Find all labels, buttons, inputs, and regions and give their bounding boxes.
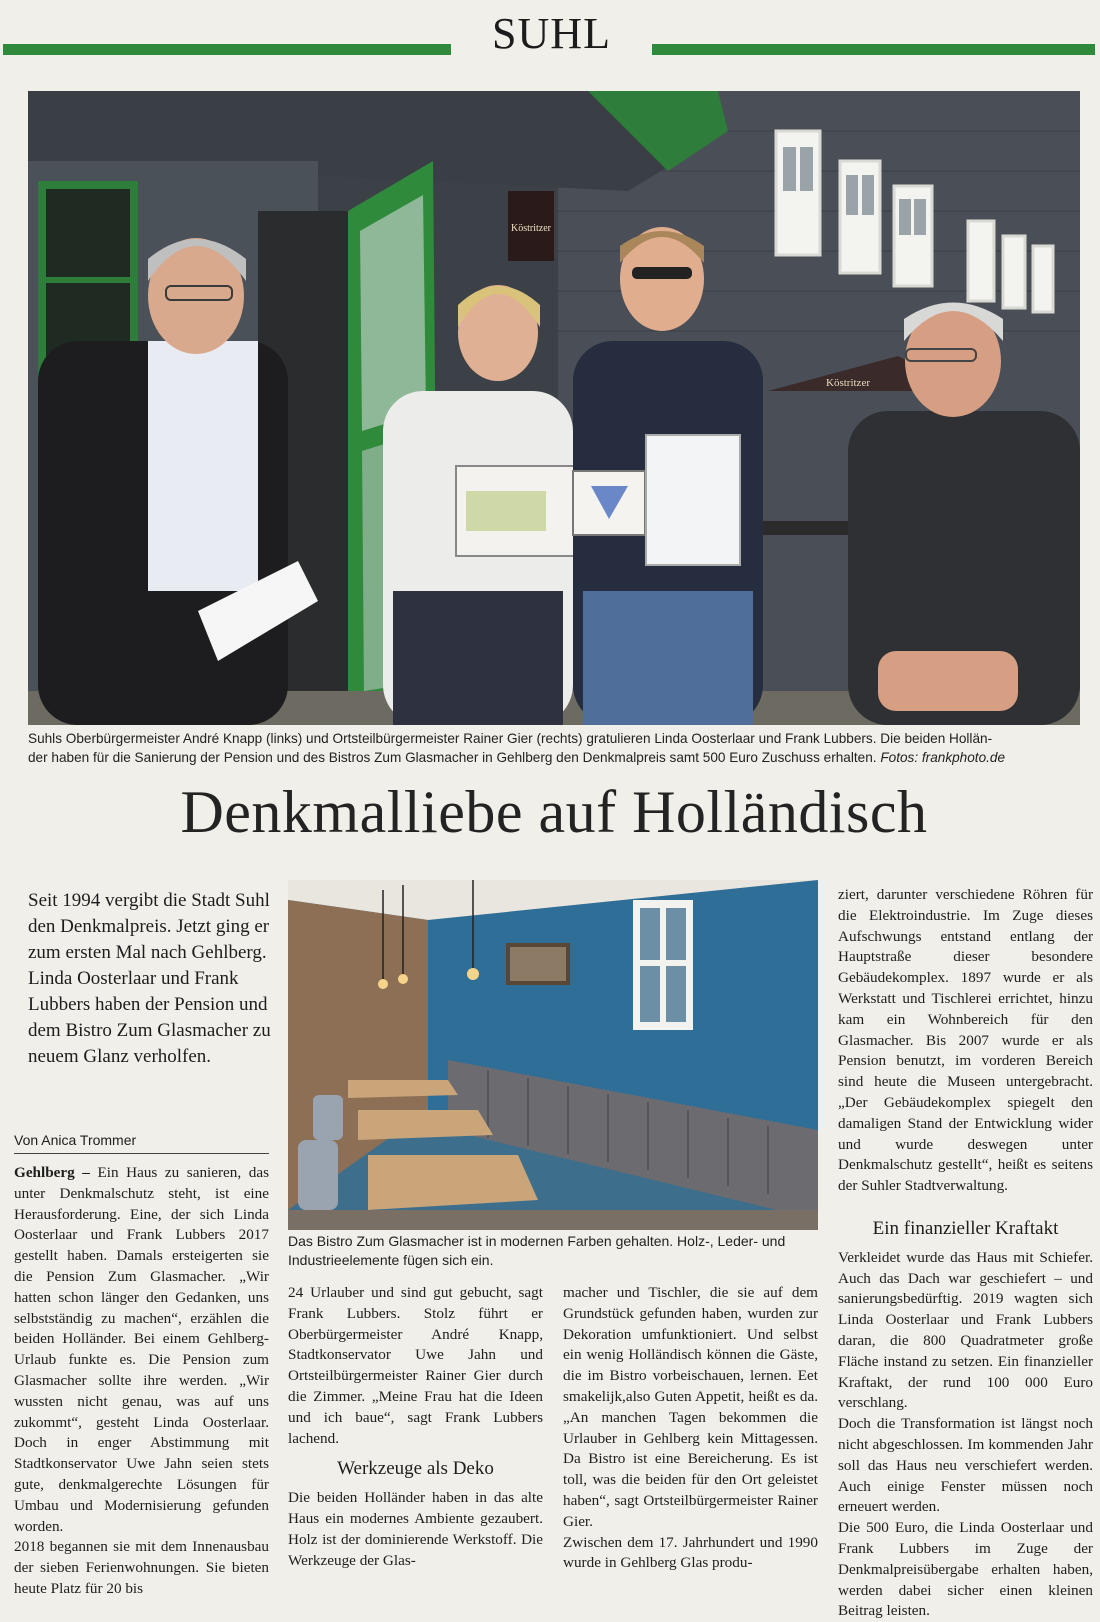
byline-rule [14,1153,269,1154]
bistro-photo [288,880,818,1230]
bistro-photo-caption: Das Bistro Zum Glasmacher ist in modernen Farben gehalten. Holz-, Leder- und Industrieelemente fügen sich ein. [288,1233,786,1268]
byline: Von Anica Trommer [14,1132,137,1148]
column-1 [14,1163,269,1600]
lead-paragraph: Seit 1994 vergibt die Stadt Suhl den Denkmalpreis. Jetzt ging er zum ersten Mal nach Gehlberg. Linda Oosterlaar und Frank Lubbers haben der Pension und dem Bistro Zum Glasmacher zu neuem Glanz verholfen. [28,890,271,1067]
col1-paragraph-2: 2018 begannen sie mit dem Innenausbau der sieben Ferienwohnungen. Sie bieten heute Platz für 20 bis [14,1538,269,1597]
col4-paragraph-3: Doch die Transformation ist längst noch nicht abgeschlossen. Im kommenden Jahr soll das Haus neu verschiefert werden. Auch einige Fenster müssen noch erneuert werden. [838,1415,1093,1516]
dateline: Gehlberg – [14,1164,90,1181]
subhead-werkzeuge: Werkzeuge als Deko [337,1458,494,1480]
column-4 [838,885,1093,1622]
col3-paragraph-2: Zwischen dem 17. Jahrhundert und 1990 wurde in Gehlberg Glas produ- [563,1533,818,1572]
col4-paragraph-4: Die 500 Euro, die Linda Oosterlaar und Frank Lubbers im Zuge der Denkmalpreisübergabe erhalten haben, werden dabei sicher einen kleinen Beitrag leisten. [838,1519,1093,1620]
caption-line-2-text: der haben für die Sanierung der Pension und des Bistros Zum Glasmacher in Gehlberg den Denkmalpreis samt 500 Euro Zuschuss erhalten. [28,750,877,765]
column-3 [563,1283,818,1574]
header-rule-left [3,44,451,55]
caption-line-2 [28,748,1080,767]
col2-paragraph-1: 24 Urlauber und sind gut gebucht, sagt Frank Lubbers. Stolz führt er Oberbürgermeister André Knapp, Stadtkonservator Uwe Jahn und Ortsteilbürgermeister Rainer Gier durch die Zimmer. „Meine Frau hat die Ideen und ich baue“, sagt Frank Lubbers lachend. [288,1284,543,1447]
col4-paragraph-1: ziert, darunter verschiedene Röhren für die Elektroindustrie. Im Zuge dieses Aufschwungs entstand entlang der Hauptstraße dieser besondere Gebäudekomplex. 1897 wurde er als Werkstatt und Tischlerei errichtet, hinzu kam ein Wohnbereich für den Glasmacher. Bis 2007 wurde er als Pension benutzt, im vorderen Bereich sind heute die Museen untergebracht. „Der Gebäudekomplex spiegelt den damaligen Stand der Entwicklung wider und wurde deswegen unter Denkmalschutz gestellt“, heißt es seitens der Suhler Stadtverwaltung. [838,886,1093,1195]
col3-paragraph-1: macher und Tischler, die sie auf dem Grundstück gefunden haben, wurden zur Dekoration umfunktioniert. Und selbst ein wenig Holländisch können die Gäste, die im Bistro vorbeischauen, lernen. Eet smakelijk,also Guten Appetit, heißt es da. „An manchen Tagen bekommen die Urlauber in Gehlberg kein Mittagessen. Da Bistro ist eine Bereicherung. Es ist toll, was die beiden für den Ort geleistet haben“, sagt Ortsteilbürgermeister Rainer Gier. [563,1284,818,1530]
caption-line-1: Suhls Oberbürgermeister André Knapp (links) und Ortsteilbürgermeister Rainer Gier (rechts) gratulieren Linda Oosterlaar und Frank Lubbers. Die beiden Hollän- [28,731,993,746]
section-title: SUHL [492,9,611,58]
col1-paragraph-1 [14,1163,269,1537]
main-photo-caption [28,729,1080,767]
koestritzer-sign-text: Köstritzer [511,223,551,234]
headline: Denkmalliebe auf Holländisch [180,779,928,845]
photo-credit: Fotos: frankphoto.de [880,750,1006,765]
col2-paragraph-2: Die beiden Holländer haben in das alte Haus ein modernes Ambiente gezaubert. Holz ist der dominierende Werkstoff. Die Werkzeuge der Glas- [288,1489,543,1569]
main-photo [28,91,1080,725]
col1-p1-text: Ein Haus zu sanieren, das unter Denkmalschutz steht, ist eine Herausforderung. Eine, der sich Linda Oosterlaar und Frank Lubbers 2017 gestellt haben. Damals ersteigerten sie die Pension Zum Glasmacher. „Wir hatten schon länger den Gedanken, uns selbstständig zu machen“, erzählen die beiden Holländer. Bei einem Gehlberg-Urlaub funkte es. Die Pension zum Glasmacher sollte ihre werden. „Wir wussten nicht genau, was auf uns zukommt“, gesteht Linda Oosterlaar. Doch in enger Abstimmung mit Stadtkonservator Uwe Jahn seien stets gute, denkmalgerechte Lösungen für Umbau und Modernisierung gefunden worden. [14,1164,269,1535]
col4-paragraph-2: Verkleidet wurde das Haus mit Schiefer. Auch das Dach war geschiefert – und sanierungsbedürftig. 2019 wagten sich Linda Oosterlaar und Frank Lubbers daran, die 800 Quadratmeter große Fläche instand zu setzen. Ein finanzieller Kraftakt, der rund 100 000 Euro verschlang. [838,1248,1093,1412]
header-rule-right [652,44,1095,55]
subhead-kraftakt: Ein finanzieller Kraftakt [872,1217,1059,1239]
umbrella-text: Köstritzer [826,377,870,389]
column-2 [288,1283,543,1571]
